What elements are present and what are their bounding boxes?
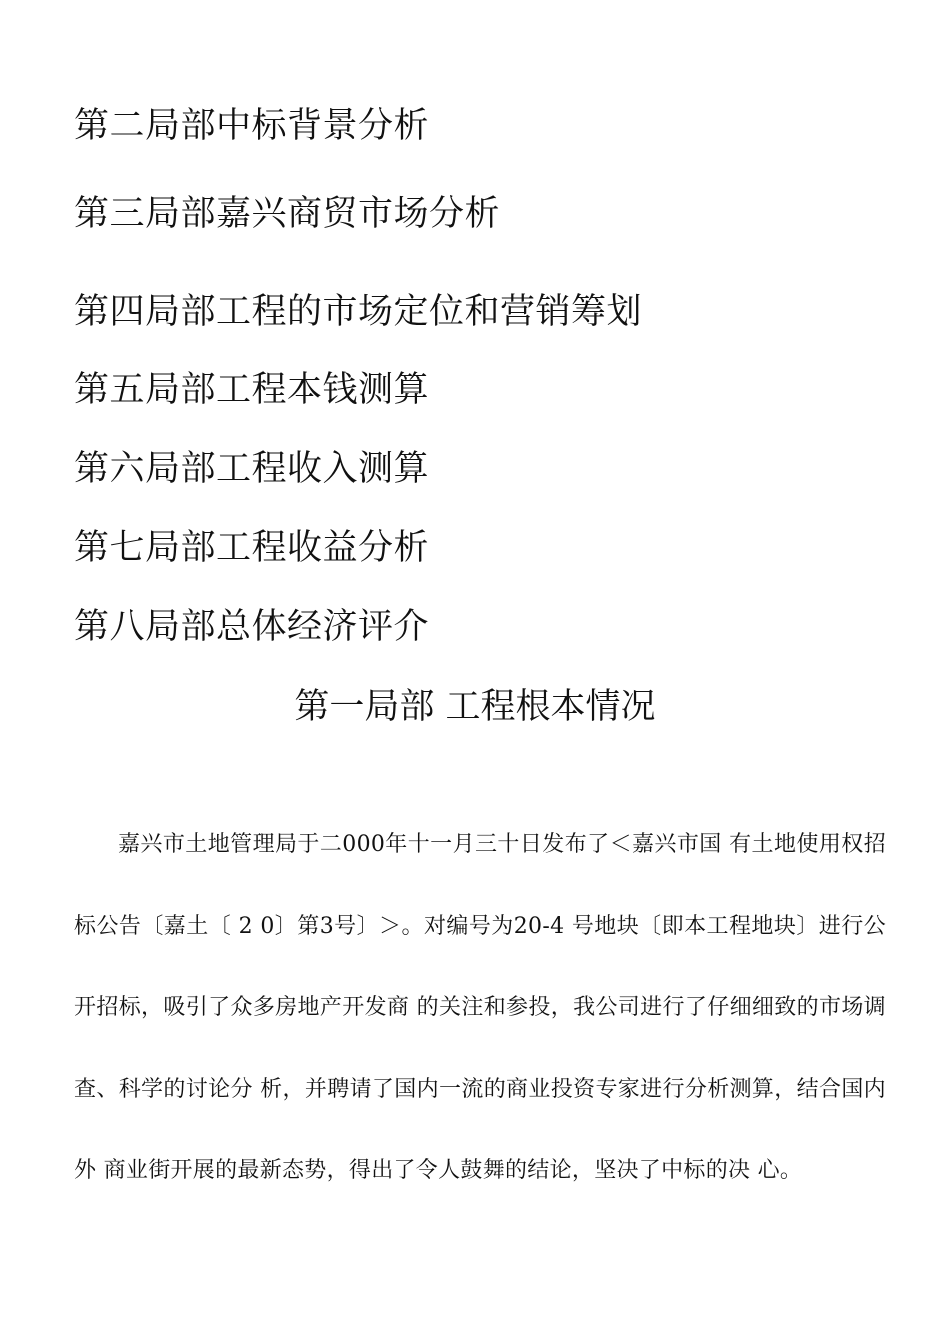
toc-item-part-2: 第二局部中标背景分析: [74, 106, 430, 146]
toc-item-part-8: 第八局部总体经济评介: [74, 607, 430, 647]
toc-item-part-4: 第四局部工程的市场定位和营销筹划: [74, 292, 643, 332]
toc-item-part-3: 第三局部嘉兴商贸市场分析: [74, 194, 501, 234]
toc-item-part-6: 第六局部工程收入测算: [74, 449, 430, 489]
toc-item-part-5: 第五局部工程本钱测算: [74, 370, 430, 410]
body-paragraph: 嘉兴市土地管理局于二000年十一月三十日发布了＜嘉兴市国 有土地使用权招标公告〔嘉土〔 2 0〕第3号〕＞。对编号为20-4 号地块〔即本工程地块〕进行公开招标，吸引了众多房地产开发商 的关注和参投，我公司进行了仔细细致的市场调查、科学的讨论分 析，并聘请了国内一流的商业投资专家进行分析测算，结合国内外 商业街开展的最新态势，得出了令人鼓舞的结论，坚决了中标的决 心。: [74, 832, 886, 1183]
section-title: 第一局部 工程根本情况: [294, 687, 656, 727]
toc-item-part-7: 第七局部工程收益分析: [74, 528, 430, 568]
